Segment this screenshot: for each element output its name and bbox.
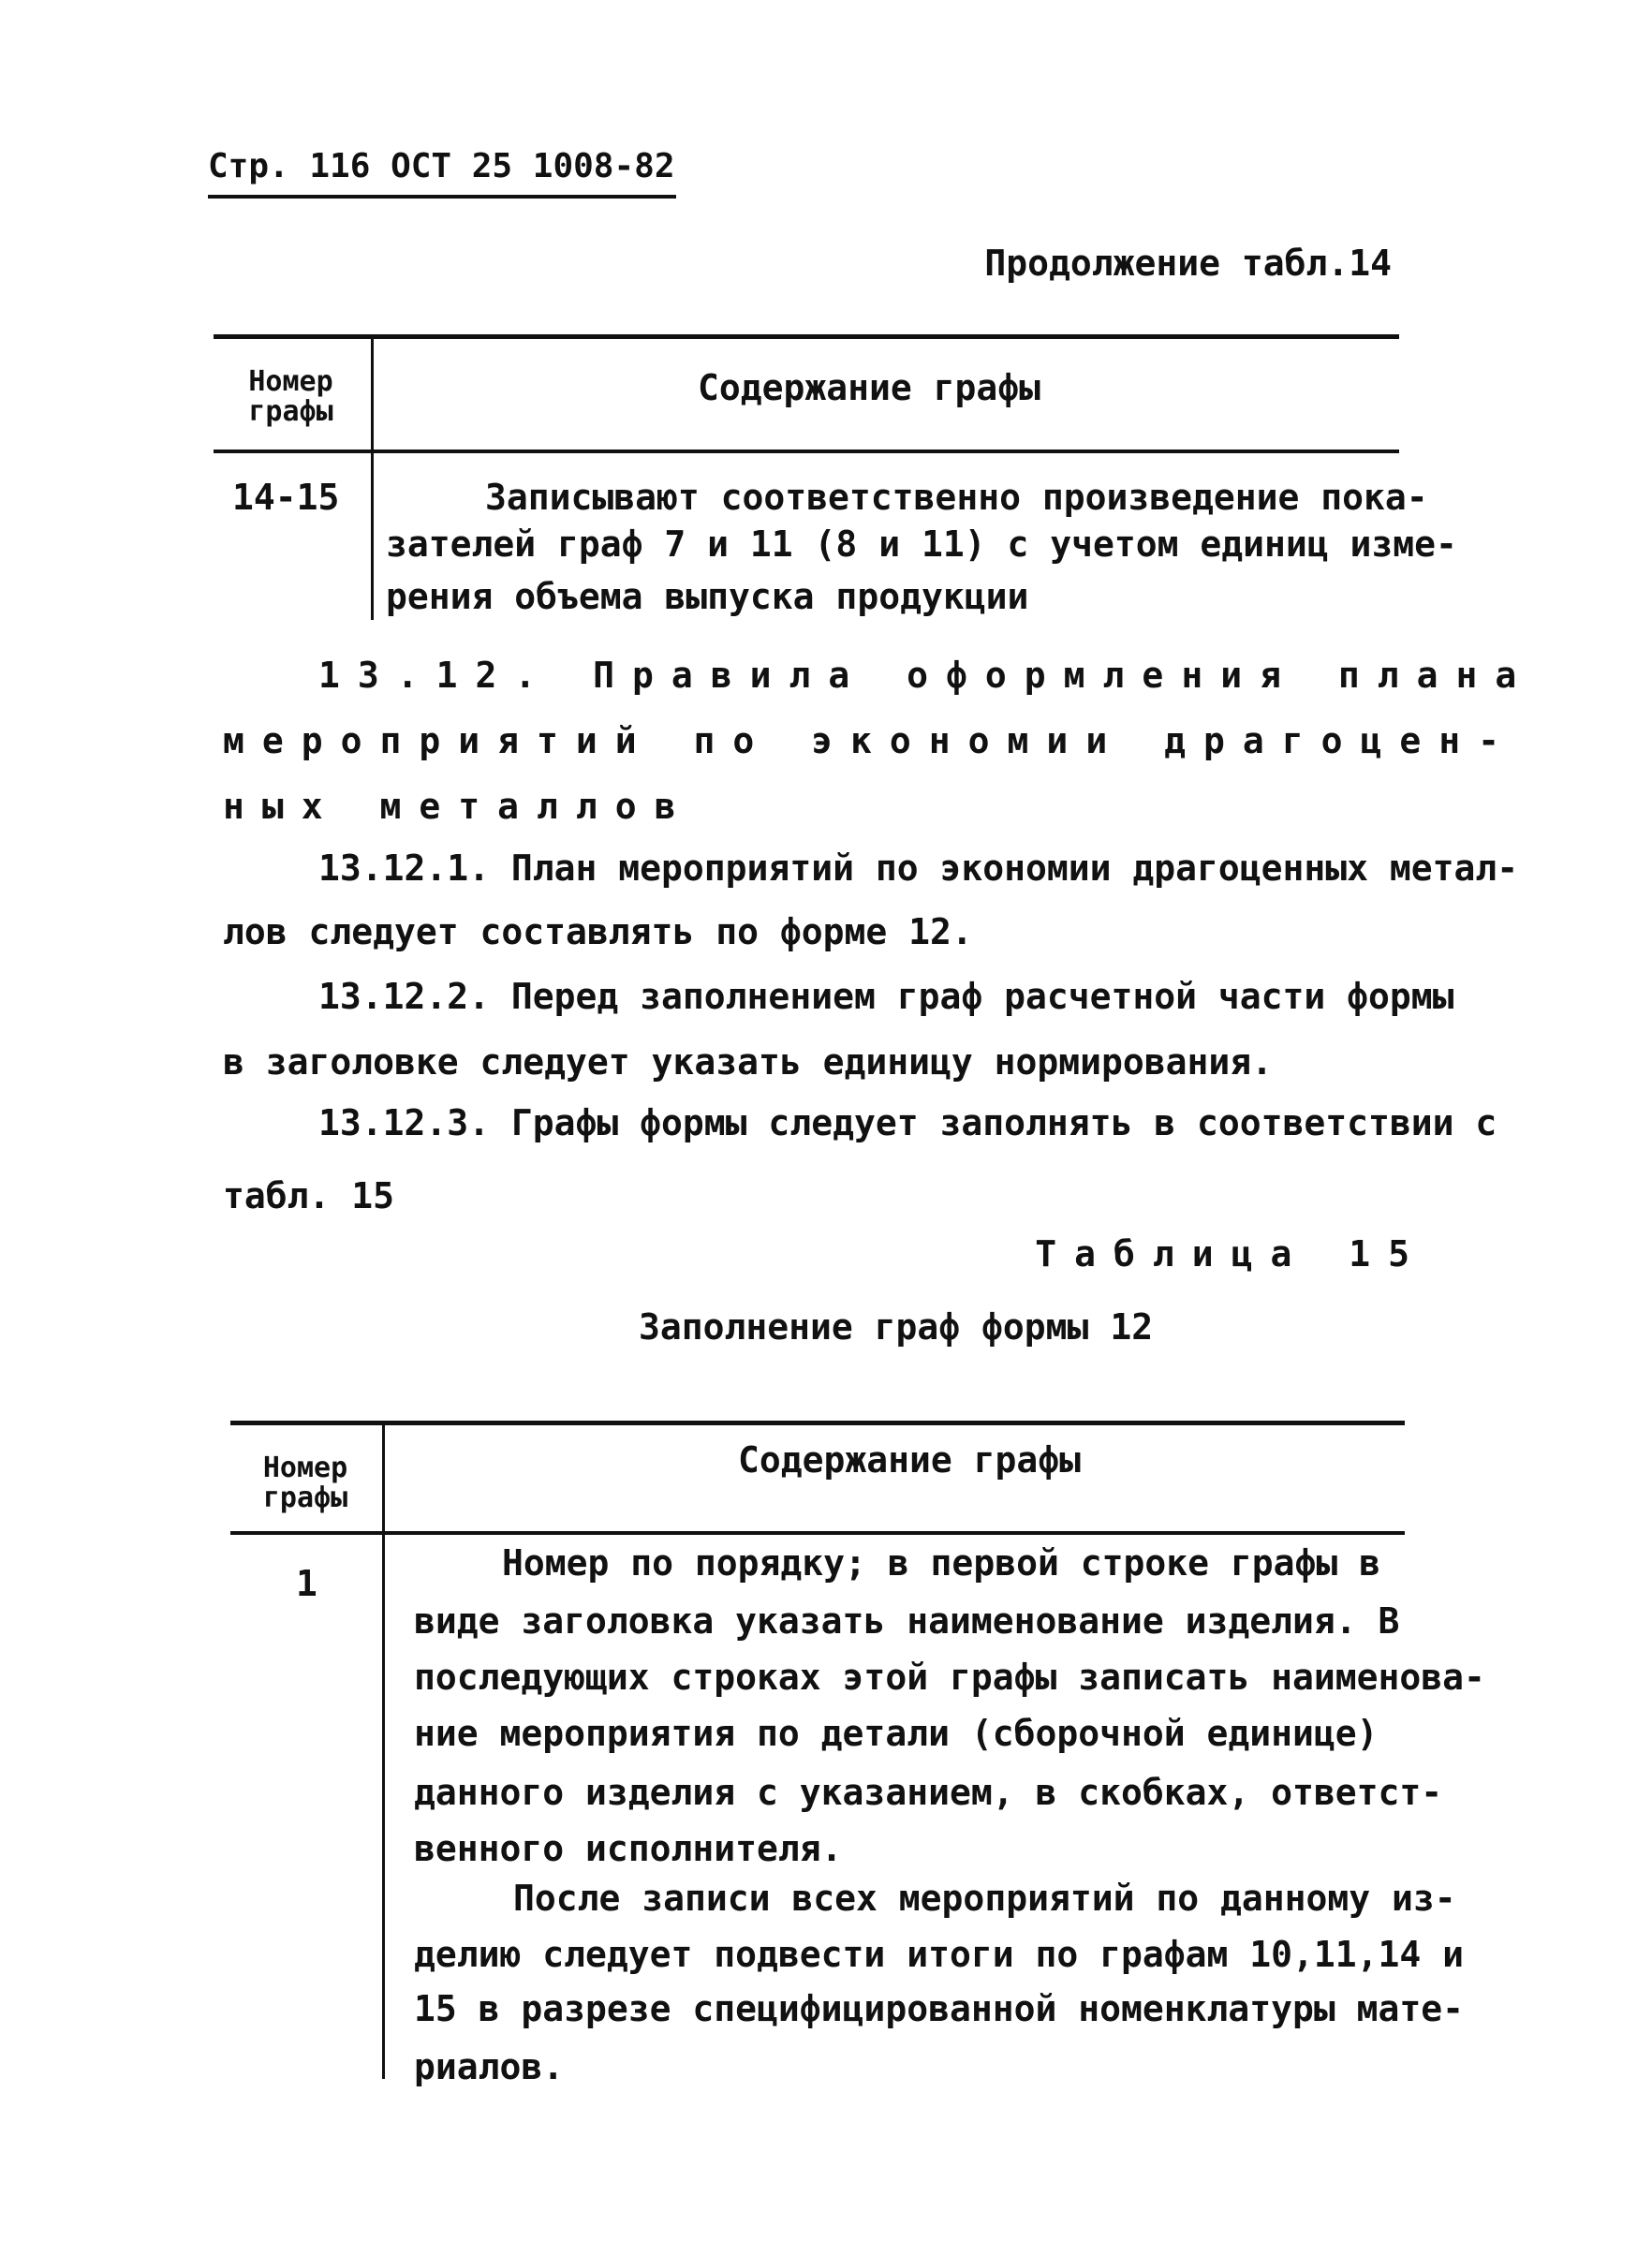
row-line: последующих строках этой графы записать наименова- [414,1657,1485,1698]
header-rule [230,1531,1405,1535]
table-label: Таблица 15 [1035,1233,1427,1275]
col-content-header: Содержание графы [698,367,1041,408]
paragraph-line: 13.12.2. Перед заполнением граф расчетной части формы [318,976,1454,1017]
row-line: зателей граф 7 и 11 (8 и 11) с учетом единиц изме- [386,523,1457,565]
section-heading: 13.12. Правила оформления плана [318,655,1535,696]
row-line: риалов. [414,2046,565,2087]
row-line: Записывают соответственно произведение пока- [485,477,1428,518]
header-line: Номер [248,365,333,398]
section-heading: ных металлов [223,786,694,827]
header-line: графы [248,394,333,428]
paragraph-line: лов следует составлять по форме 12. [223,911,973,952]
header-line: графы [262,1481,348,1514]
table-title: Заполнение граф формы 12 [639,1306,1154,1348]
paragraph-line: табл. 15 [223,1175,395,1216]
row-line: Номер по порядку; в первой строке графы в [502,1542,1380,1584]
row-line: данного изделия с указанием, в скобках, ответст- [414,1772,1443,1813]
header-rule [214,450,1399,453]
row-line: 15 в разрезе специфицированной номенклатуры мате- [414,1988,1465,2029]
row-line: рения объема выпуска продукции [386,576,1029,617]
col-number-header [230,1453,380,1512]
paragraph-line: в заголовке следует указать единицу нормирования. [223,1041,1274,1083]
row-line: После записи всех мероприятий по данному из- [513,1878,1456,1919]
row-line: венного исполнителя. [414,1828,843,1869]
paragraph-line: 13.12.3. Графы формы следует заполнять в соответствии с [318,1102,1497,1143]
section-heading: мероприятий по экономии драгоцен- [223,720,1517,761]
table-top-rule [230,1421,1405,1425]
row-line: виде заголовка указать наименование изделия. В [414,1600,1400,1642]
paragraph-line: 13.12.1. План мероприятий по экономии драгоценных метал- [318,847,1519,889]
row-number: 1 [296,1563,317,1604]
column-divider [382,1425,385,2079]
row-number: 14-15 [232,477,340,518]
row-line: делию следует подвести итоги по графам 10,11,14 и [414,1934,1465,1975]
row-line: ние мероприятия по детали (сборочной единице) [414,1713,1379,1754]
header-underline [208,195,676,199]
column-divider [371,339,374,620]
col-number-header [214,367,368,426]
page-header: Стр. 116 ОСТ 25 1008-82 [208,147,675,185]
header-line: Номер [262,1452,348,1484]
table-top-rule [214,334,1399,339]
continuation-label: Продолжение табл.14 [984,243,1392,284]
col-content-header: Содержание графы [738,1439,1082,1481]
